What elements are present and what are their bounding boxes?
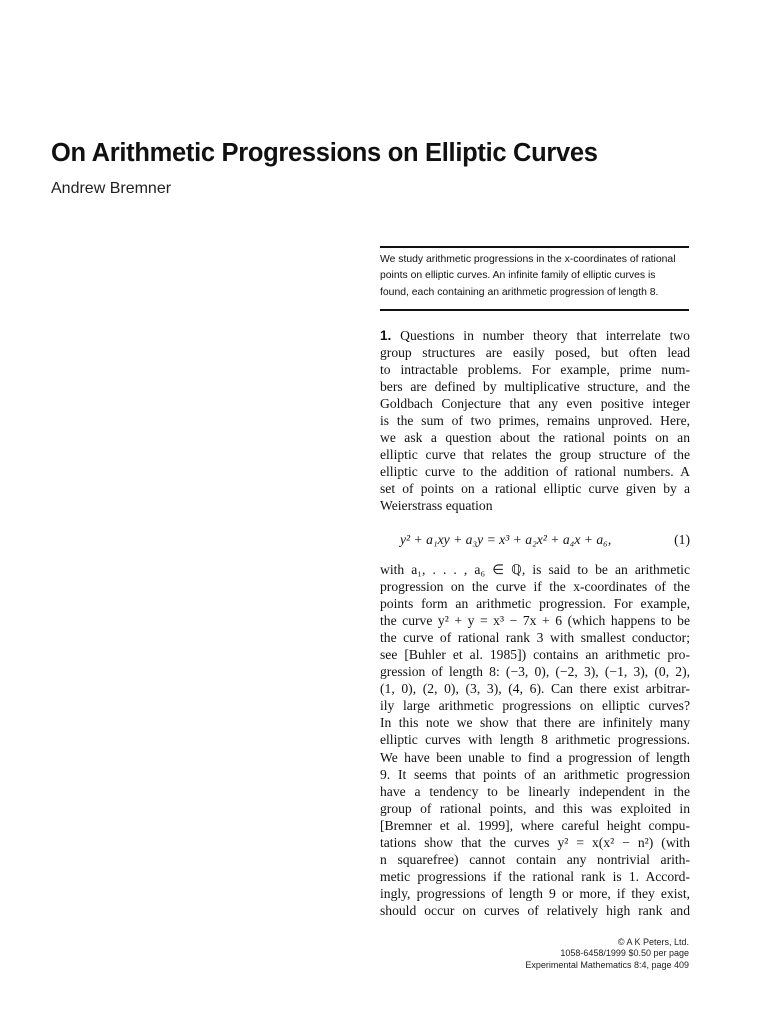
continuation-body xyxy=(380,561,690,919)
equation-number: (1) xyxy=(674,532,690,547)
body-line: (1, 0), (2, 0), (3, 3), (4, 6). Can there exist arbitrar- xyxy=(380,681,690,697)
body-line: bers are defined by multiplicative structure, and the xyxy=(380,379,690,395)
body-line: metic progressions if the rational rank is 1. Accord- xyxy=(380,868,690,884)
body-line: the curve of rational rank 3 with smallest conductor; xyxy=(380,630,690,646)
abstract-line: We study arithmetic progressions in the x-coordinates of rational xyxy=(380,254,676,265)
body-line: 9. It seems that points of an arithmetic progression xyxy=(380,766,690,782)
author-name: Andrew Bremner xyxy=(51,180,172,197)
body-line-text: Questions in number theory that interrelate two xyxy=(400,328,690,343)
body-line: We have been unable to find a progression of length xyxy=(380,749,690,765)
body-line: elliptic curves with length 8 arithmetic progressions. xyxy=(380,732,690,748)
abstract xyxy=(380,252,690,301)
body-line xyxy=(380,327,690,344)
journal-line: Experimental Mathematics 8:4, page 409 xyxy=(525,959,689,970)
copyright-line: © A K Peters, Ltd. xyxy=(617,937,689,947)
body-line: group of rational points, and this was exploited in xyxy=(380,800,690,816)
body-line: to intractable problems. For example, prime num- xyxy=(380,362,690,378)
body-line: Goldbach Conjecture that any even positive integer xyxy=(380,396,690,412)
body-line: In this note we show that there are infinitely many xyxy=(380,715,690,731)
body-line: set of points on a rational elliptic curve given by a xyxy=(380,481,690,497)
body-line: n squarefree) cannot contain any nontrivial arith- xyxy=(380,851,690,867)
paper-title: On Arithmetic Progressions on Elliptic Curves xyxy=(51,139,598,167)
body-line: have a tendency to be linearly independent in the xyxy=(380,783,690,799)
body-line: should occur on curves of relatively high rank and xyxy=(380,902,690,918)
body-line: elliptic curve that relates the group structure of the xyxy=(380,447,690,463)
section-number: 1. xyxy=(380,328,392,343)
abstract-top-rule xyxy=(380,246,689,248)
body-line: gression of length 8: (−3, 0), (−2, 3), (−1, 3), (0, 2), xyxy=(380,664,690,680)
body-line: tations show that the curves y² = x(x² − n²) (with xyxy=(380,834,690,850)
body-line: see [Buhler et al. 1985]) contains an arithmetic pro- xyxy=(380,647,690,663)
body-line: [Bremner et al. 1999], where careful height compu- xyxy=(380,817,690,833)
body-line: ingly, progressions of length 9 or more, if they exist, xyxy=(380,885,690,901)
abstract-line: found, each containing an arithmetic progression of length 8. xyxy=(380,286,659,298)
body-line: is the sum of two primes, remains unproved. Here, xyxy=(380,413,690,429)
body-line: group structures are easily posed, but often lead xyxy=(380,345,690,361)
body-line: points form an arithmetic progression. For example, xyxy=(380,596,690,612)
publication-footer xyxy=(525,937,689,971)
body-line: elliptic curve to the addition of rational numbers. A xyxy=(380,464,690,480)
body-line: we ask a question about the rational points on an xyxy=(380,430,690,446)
body-line: ily large arithmetic progressions on elliptic curves? xyxy=(380,698,690,714)
body-line: Weierstrass equation xyxy=(380,498,493,514)
equation-row xyxy=(380,532,690,552)
body-line: the curve y² + y = x³ − 7x + 6 (which happens to be xyxy=(380,613,690,629)
issn-line: 1058-6458/1999 $0.50 per page xyxy=(560,948,689,959)
section-body xyxy=(380,327,690,515)
abstract-bottom-rule xyxy=(380,309,689,311)
body-line: progression on the curve if the x-coordinates of the xyxy=(380,579,690,595)
abstract-line: points on elliptic curves. An infinite family of elliptic curves is xyxy=(380,270,656,282)
weierstrass-equation: y² + a₁xy + a₃y = x³ + a₂x² + a₄x + a₆, xyxy=(400,532,612,547)
body-line: with a₁, . . . , a₆ ∈ ℚ, is said to be an arithmetic xyxy=(380,562,690,577)
